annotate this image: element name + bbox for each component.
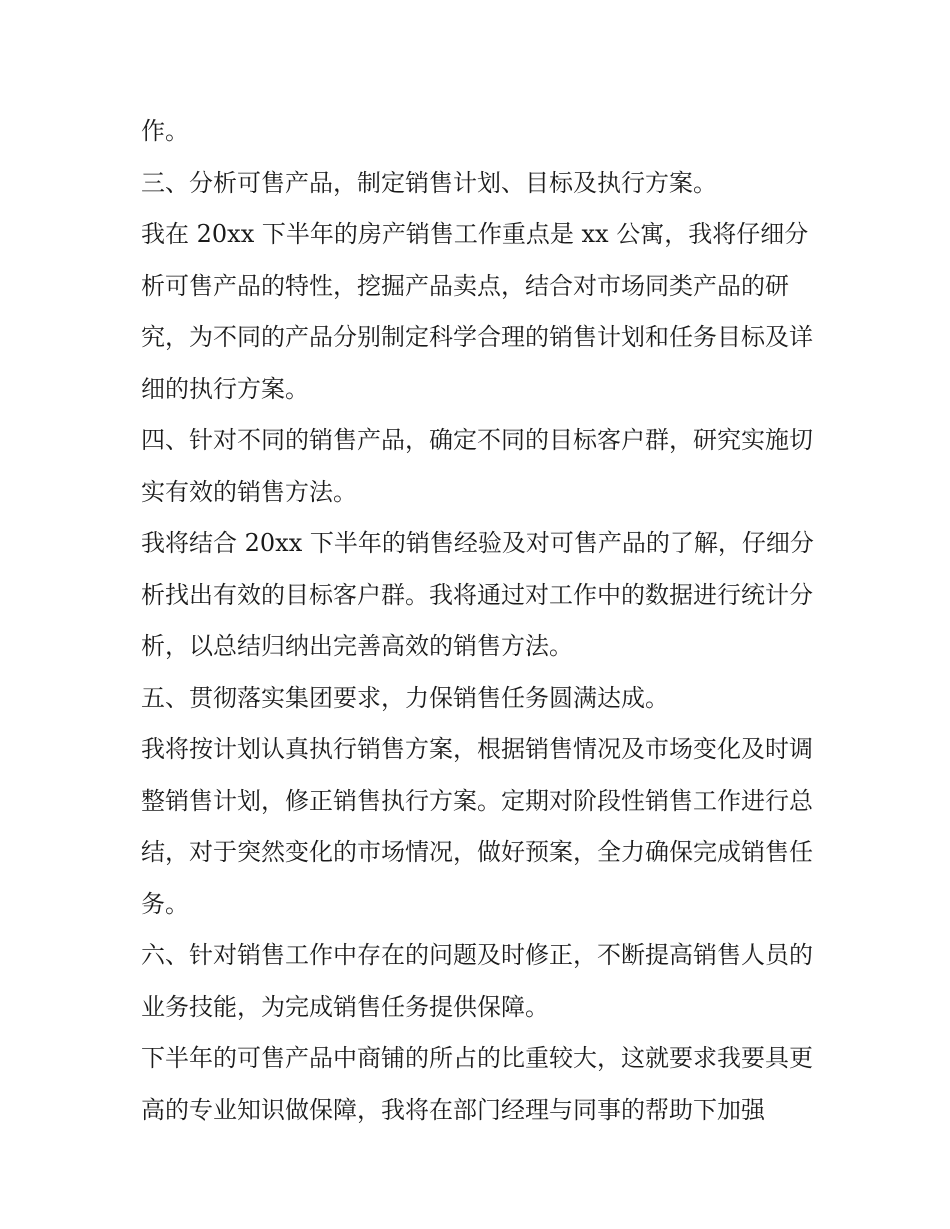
paragraph-continuation: 作。 — [141, 117, 189, 145]
section-heading-6: 六、针对销售工作中存在的问题及时修正，不断提高销售人员的业务技能，为完成销售任务提供保障。 — [141, 941, 813, 1021]
document-body — [141, 106, 821, 1136]
section-heading-3: 三、分析可售产品，制定销售计划、目标及执行方案。 — [141, 168, 717, 197]
paragraph-body: 我在 20xx 下半年的房产销售工作重点是 xx 公寓，我将仔细分析可售产品的特性，挖掘产品卖点，结合对市场同类产品的研究，为不同的产品分别制定科学合理的销售计划和任务目标及详细的执行方案。 — [141, 220, 813, 403]
section-heading-5: 五、贯彻落实集团要求，力保销售任务圆满达成。 — [141, 683, 669, 712]
paragraph-body: 我将结合 20xx 下半年的销售经验及对可售产品的了解，仔细分析找出有效的目标客户群。我将通过对工作中的数据进行统计分析，以总结归纳出完善高效的销售方法。 — [141, 529, 814, 660]
section-heading-4: 四、针对不同的销售产品，确定不同的目标客户群，研究实施切实有效的销售方法。 — [141, 426, 813, 506]
paragraph-body: 我将按计划认真执行销售方案，根据销售情况及市场变化及时调整销售计划，修正销售执行方案。定期对阶段性销售工作进行总结，对于突然变化的市场情况，做好预案，全力确保完成销售任务。 — [141, 735, 813, 918]
paragraph-body: 下半年的可售产品中商铺的所占的比重较大，这就要求我要具更高的专业知识做保障，我将在部门经理与同事的帮助下加强 — [141, 1044, 813, 1124]
